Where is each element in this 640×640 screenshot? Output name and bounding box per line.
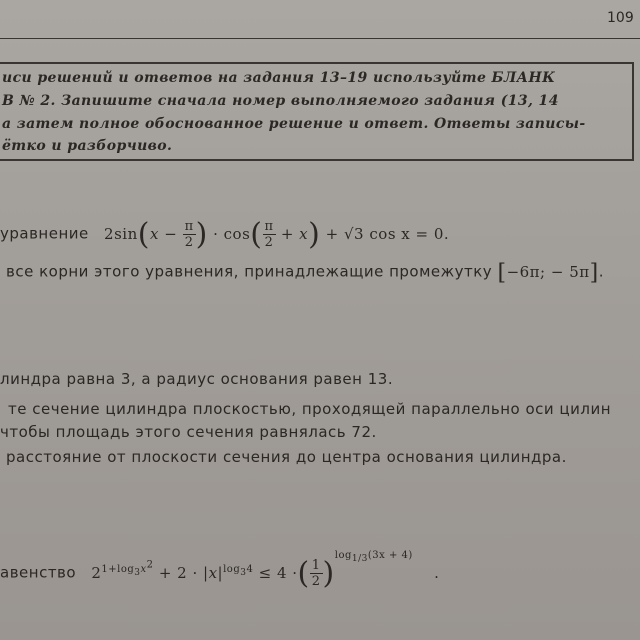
eq-rest: cos x = 0.: [369, 224, 450, 243]
frac-den: 2: [184, 235, 194, 250]
part-b-end: .: [598, 262, 604, 281]
ineq-le: ≤ 4 ·: [258, 563, 298, 582]
exp-sub: 3: [240, 567, 247, 578]
open-paren: (: [137, 216, 150, 252]
task14-line: те сечение цилиндра плоскостью, проходящей параллельно оси цилин: [8, 400, 612, 418]
exp-text: 1+log: [101, 563, 135, 575]
instructions-line: В № 2. Запишите сначала номер выполняемого задания (13, 14: [2, 93, 559, 109]
exp-text: log: [223, 563, 241, 575]
close-paren: ): [308, 216, 321, 252]
instructions-line: а затем полное обоснованное решение и ответ. Ответы записы-: [2, 116, 586, 132]
task14-line: линдра равна 3, а радиус основания равен 13.: [0, 370, 394, 388]
instructions-line: иси решений и ответов на задания 13–19 используйте БЛАНК: [2, 70, 556, 86]
equation: [104, 216, 450, 252]
ineq-exp3: [334, 549, 413, 564]
instructions-box: [0, 62, 634, 161]
pi-over-two: [183, 219, 196, 250]
eq-cos: · cos: [213, 224, 251, 243]
frac-den: 2: [264, 235, 274, 250]
exp-arg: 4: [246, 563, 254, 575]
one-half: [310, 558, 323, 589]
eq-plus: +: [325, 224, 339, 243]
task14-line: чтобы площадь этого сечения равнялась 72.: [0, 423, 377, 441]
open-paren: (: [297, 555, 310, 591]
header-rule: [0, 38, 640, 39]
instructions-line: ётко и разборчиво.: [2, 138, 173, 154]
task13-lead: уравнение: [0, 224, 89, 243]
eq-plus-x: + x: [280, 224, 309, 243]
part-b-text: все корни этого уравнения, принадлежащие промежутку: [6, 262, 493, 281]
eq-sqrt3: √3: [344, 224, 365, 243]
sub-den: 3: [361, 553, 368, 564]
exp-arg: x: [140, 563, 147, 575]
page-number: 109: [607, 10, 634, 26]
inequality: [91, 549, 440, 591]
pi-over-two: [263, 219, 276, 250]
task13-equation-line: [0, 216, 450, 252]
eq-coef: 2sin: [104, 224, 138, 243]
task14-line: расстояние от плоскости сечения до центра основания цилиндра.: [6, 448, 567, 466]
frac-num: π: [264, 219, 274, 234]
ineq-mid: + 2 ·: [158, 563, 198, 582]
sub-num: 1: [351, 553, 359, 564]
exp-sub-frac: 1/3: [351, 553, 368, 564]
ineq-exp1: [101, 559, 154, 578]
open-paren: (: [250, 216, 263, 252]
exp-pow: 2: [146, 559, 154, 571]
ineq-base: 2: [91, 563, 102, 582]
exp-arg: (3x + 4): [367, 549, 413, 561]
ineq-end: .: [434, 563, 440, 582]
close-paren: ): [195, 216, 208, 252]
exp-sub: 3: [134, 567, 141, 578]
frac-num: π: [184, 219, 194, 234]
ineq-absx: |x|: [203, 563, 224, 582]
task15-lead: авенство: [0, 563, 77, 582]
task15-line: [0, 549, 440, 591]
frac-den: 2: [311, 574, 321, 589]
frac-num: 1: [311, 558, 321, 573]
interval-value: −6π; − 5π: [506, 262, 590, 281]
ineq-exp2: [223, 563, 254, 578]
interval: [−6π; − 5π]: [497, 260, 599, 285]
close-paren: ): [322, 555, 335, 591]
eq-x: x: [149, 224, 159, 243]
eq-minus: −: [164, 224, 178, 243]
exp-text: log: [334, 549, 352, 561]
task13-part-b: [6, 260, 604, 285]
